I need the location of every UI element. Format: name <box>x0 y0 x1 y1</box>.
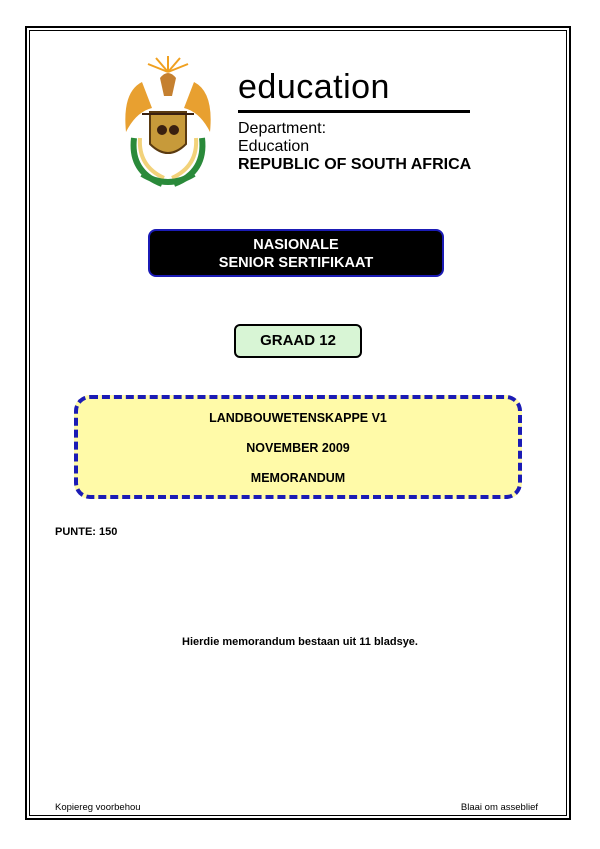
department-name: Education <box>238 138 310 155</box>
department-header <box>112 52 492 192</box>
document-type: MEMORANDUM <box>250 471 346 485</box>
brand-underline <box>238 110 470 113</box>
brand-wordmark: education <box>238 68 390 106</box>
grade-badge: GRAAD 12 <box>234 324 362 358</box>
subject-name: LANDBOUWETENSKAPPE V1 <box>209 411 387 425</box>
turn-page-note: Blaai om asseblief <box>460 802 538 813</box>
exam-session: NOVEMBER 2009 <box>246 441 350 455</box>
total-marks: PUNTE: 150 <box>55 526 118 538</box>
certificate-line-2: SENIOR SERTIFIKAAT <box>218 255 374 271</box>
subject-panel <box>74 395 522 499</box>
country-name: REPUBLIC OF SOUTH AFRICA <box>238 156 472 173</box>
department-label: Department: <box>238 120 327 137</box>
copyright-note: Kopiereg voorbehou <box>55 802 141 813</box>
certificate-line-1: NASIONALE <box>253 237 339 253</box>
coat-of-arms-icon <box>112 52 224 192</box>
page-count-note: Hierdie memorandum bestaan uit 11 bladsye. <box>182 636 418 648</box>
certificate-banner <box>148 229 444 277</box>
